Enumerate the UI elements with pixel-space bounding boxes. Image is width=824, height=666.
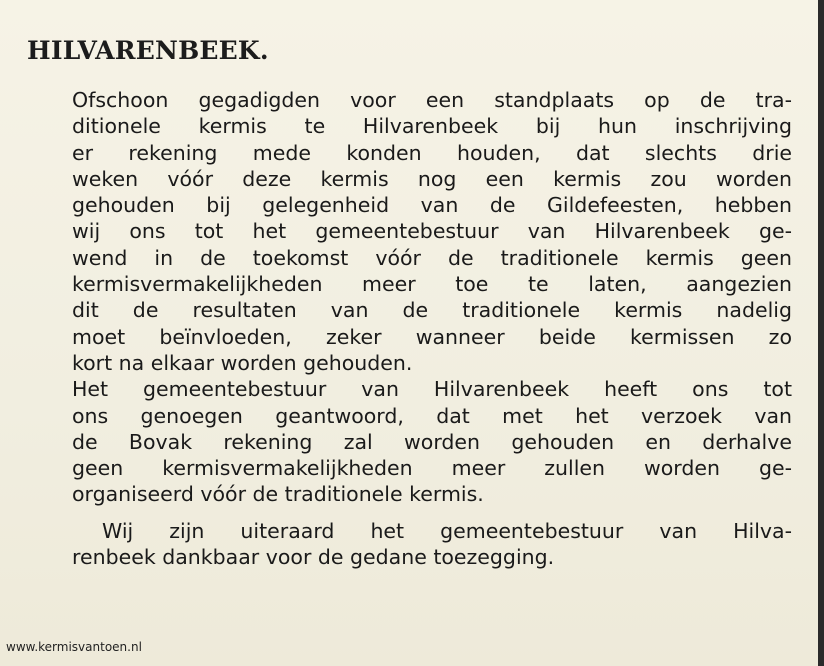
- text-line: dit de resultaten van de traditionele kermis nadelig: [72, 298, 792, 323]
- text-line: Wij zijn uiteraard het gemeentebestuur van Hilva-: [102, 518, 792, 543]
- text-line: Ofschoon gegadigden voor een standplaats op de tra-: [72, 88, 792, 112]
- text-line: er rekening mede konden houden, dat slechts drie: [72, 140, 792, 165]
- text-line: kermisvermakelijkheden meer toe te laten, aangezien: [72, 272, 792, 297]
- text-line: wij ons tot het gemeentebestuur van Hilvarenbeek ge-: [72, 219, 792, 244]
- article-title: HILVARENBEEK.: [27, 36, 269, 65]
- paragraph-1: [72, 87, 792, 376]
- text-line: weken vóór deze kermis nog een kermis zou worden: [72, 166, 792, 191]
- paragraph-2: [72, 376, 792, 507]
- text-line: kort na elkaar worden gehouden.: [72, 350, 413, 375]
- article-body: [72, 87, 792, 570]
- text-line: ons genoegen geantwoord, dat met het verzoek van: [72, 403, 792, 428]
- text-line: wend in de toekomst vóór de traditionele kermis geen: [72, 245, 792, 270]
- scan-edge: [818, 0, 824, 666]
- text-line: gehouden bij gelegenheid van de Gildefeesten, hebben: [72, 193, 792, 218]
- text-line: moet beïnvloeden, zeker wanneer beide kermissen zo: [72, 324, 792, 349]
- text-line: renbeek dankbaar voor de gedane toezegging.: [72, 545, 555, 570]
- watermark: www.kermisvantoen.nl: [6, 640, 142, 654]
- text-line: de Bovak rekening zal worden gehouden en derhalve: [72, 429, 792, 454]
- text-line: organiseerd vóór de traditionele kermis.: [72, 482, 484, 507]
- text-line: Het gemeentebestuur van Hilvarenbeek heeft ons tot: [72, 377, 792, 402]
- paragraph-3: [72, 518, 792, 571]
- text-line: geen kermisvermakelijkheden meer zullen worden ge-: [72, 456, 792, 481]
- text-line: ditionele kermis te Hilvarenbeek bij hun inschrijving: [72, 114, 792, 139]
- paragraph-gap: [72, 508, 792, 518]
